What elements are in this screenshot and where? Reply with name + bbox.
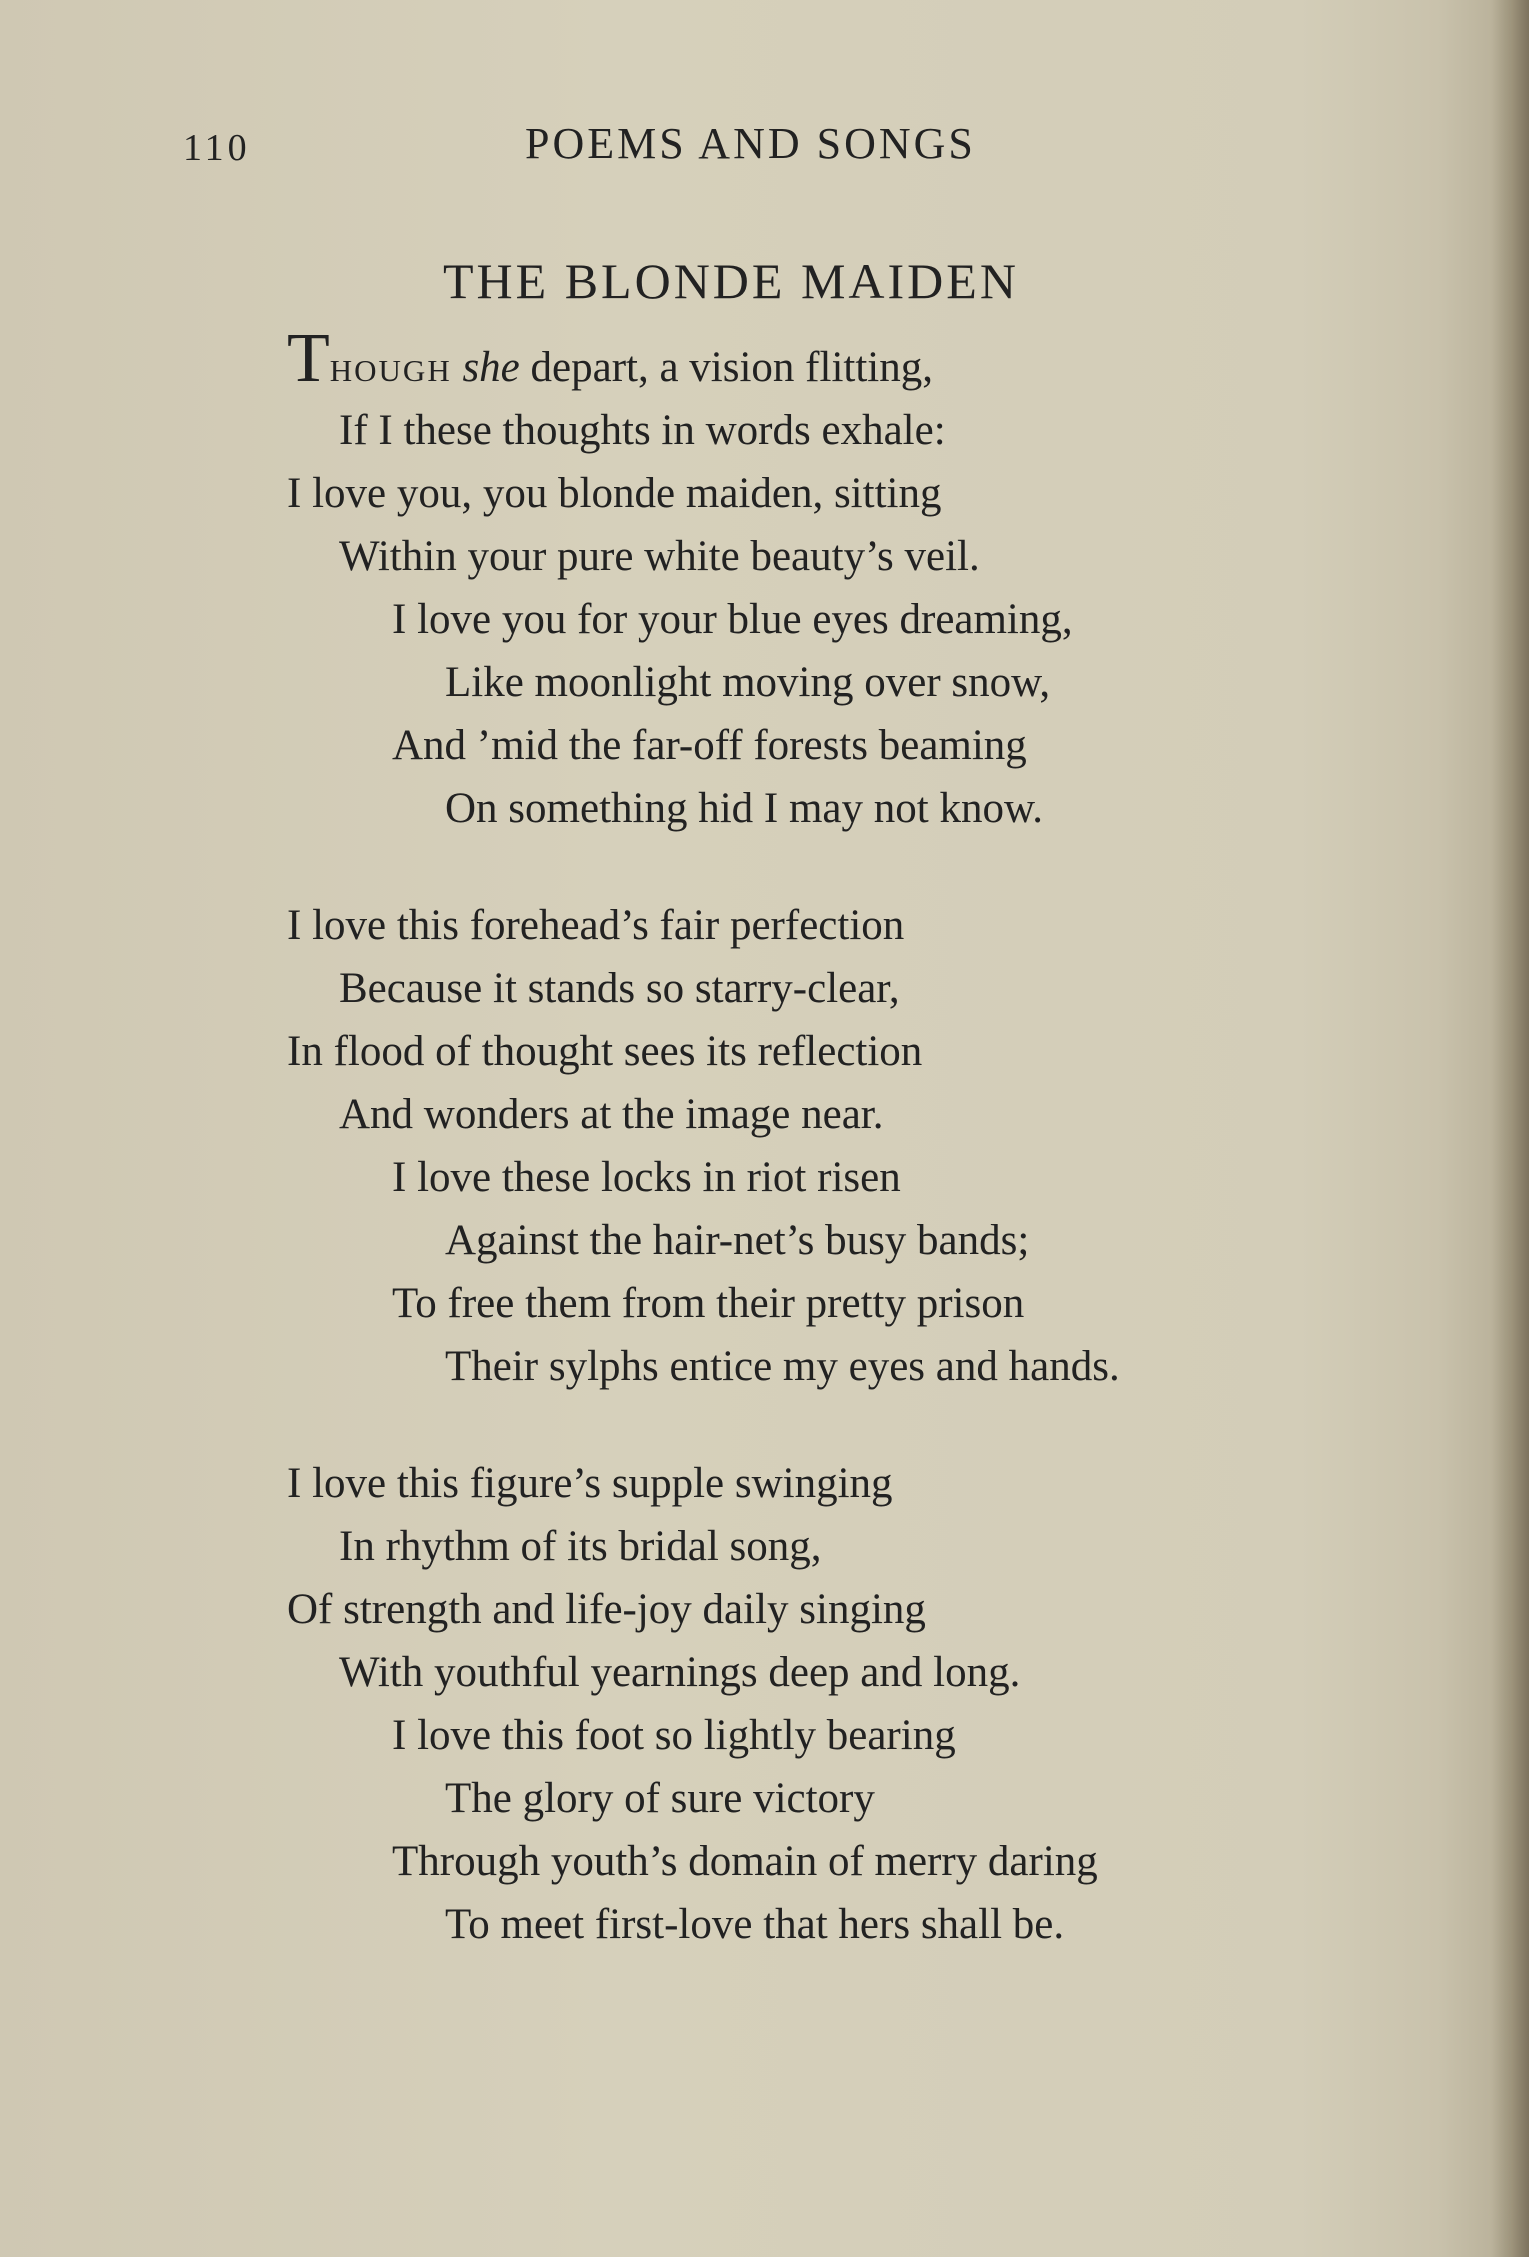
stanza-break <box>287 840 1307 894</box>
poem-line: In rhythm of its bridal song, <box>339 1523 822 1570</box>
poem-line: Through youth’s domain of merry daring <box>392 1838 1098 1885</box>
poem-line: Their sylphs entice my eyes and hands. <box>445 1343 1120 1390</box>
running-head <box>0 118 1529 174</box>
poem-line: I love this figure’s supple swinging <box>287 1460 893 1507</box>
poem-line: I love you, you blonde maiden, sitting <box>287 470 942 517</box>
poem-line: I love this foot so lightly bearing <box>392 1712 956 1759</box>
poem-line: Like moonlight moving over snow, <box>445 659 1051 706</box>
poem-line: I love these locks in riot risen <box>392 1154 901 1201</box>
poem-line: I love this forehead’s fair perfection <box>287 902 905 949</box>
poem-line: And ’mid the far-off forests beaming <box>392 722 1027 769</box>
poem-title: THE BLONDE MAIDEN <box>443 253 1019 309</box>
page-number: 110 <box>183 127 251 169</box>
poem-line: Within your pure white beauty’s veil. <box>339 533 980 580</box>
poem-body <box>287 320 1307 1956</box>
stanza-break <box>287 1398 1307 1452</box>
drop-cap: T <box>287 320 330 397</box>
italic-word: she <box>462 344 520 391</box>
poem-line: To meet first-love that hers shall be. <box>445 1901 1065 1948</box>
poem-line: Because it stands so starry-clear, <box>339 965 900 1012</box>
poem-line: Against the hair-net’s busy bands; <box>445 1217 1030 1264</box>
poem-line: And wonders at the image near. <box>339 1091 884 1138</box>
small-caps-word: HOUGH <box>329 353 452 388</box>
poem-line: The glory of sure victory <box>445 1775 875 1822</box>
poem-line-first <box>287 320 1307 399</box>
poem-line: To free them from their pretty prison <box>392 1280 1025 1327</box>
poem-line: I love you for your blue eyes dreaming, <box>392 596 1073 643</box>
poem-line: With youthful yearnings deep and long. <box>339 1649 1021 1696</box>
running-title: POEMS AND SONGS <box>525 119 976 168</box>
page-edge-shadow <box>1491 0 1529 2257</box>
poem-line: On something hid I may not know. <box>445 785 1043 832</box>
poem-line: Of strength and life-joy daily singing <box>287 1586 926 1633</box>
poem-line: In flood of thought sees its reflection <box>287 1028 923 1075</box>
poem-line: If I these thoughts in words exhale: <box>339 407 946 454</box>
first-line-rest: depart, a vision flitting, <box>519 344 933 391</box>
